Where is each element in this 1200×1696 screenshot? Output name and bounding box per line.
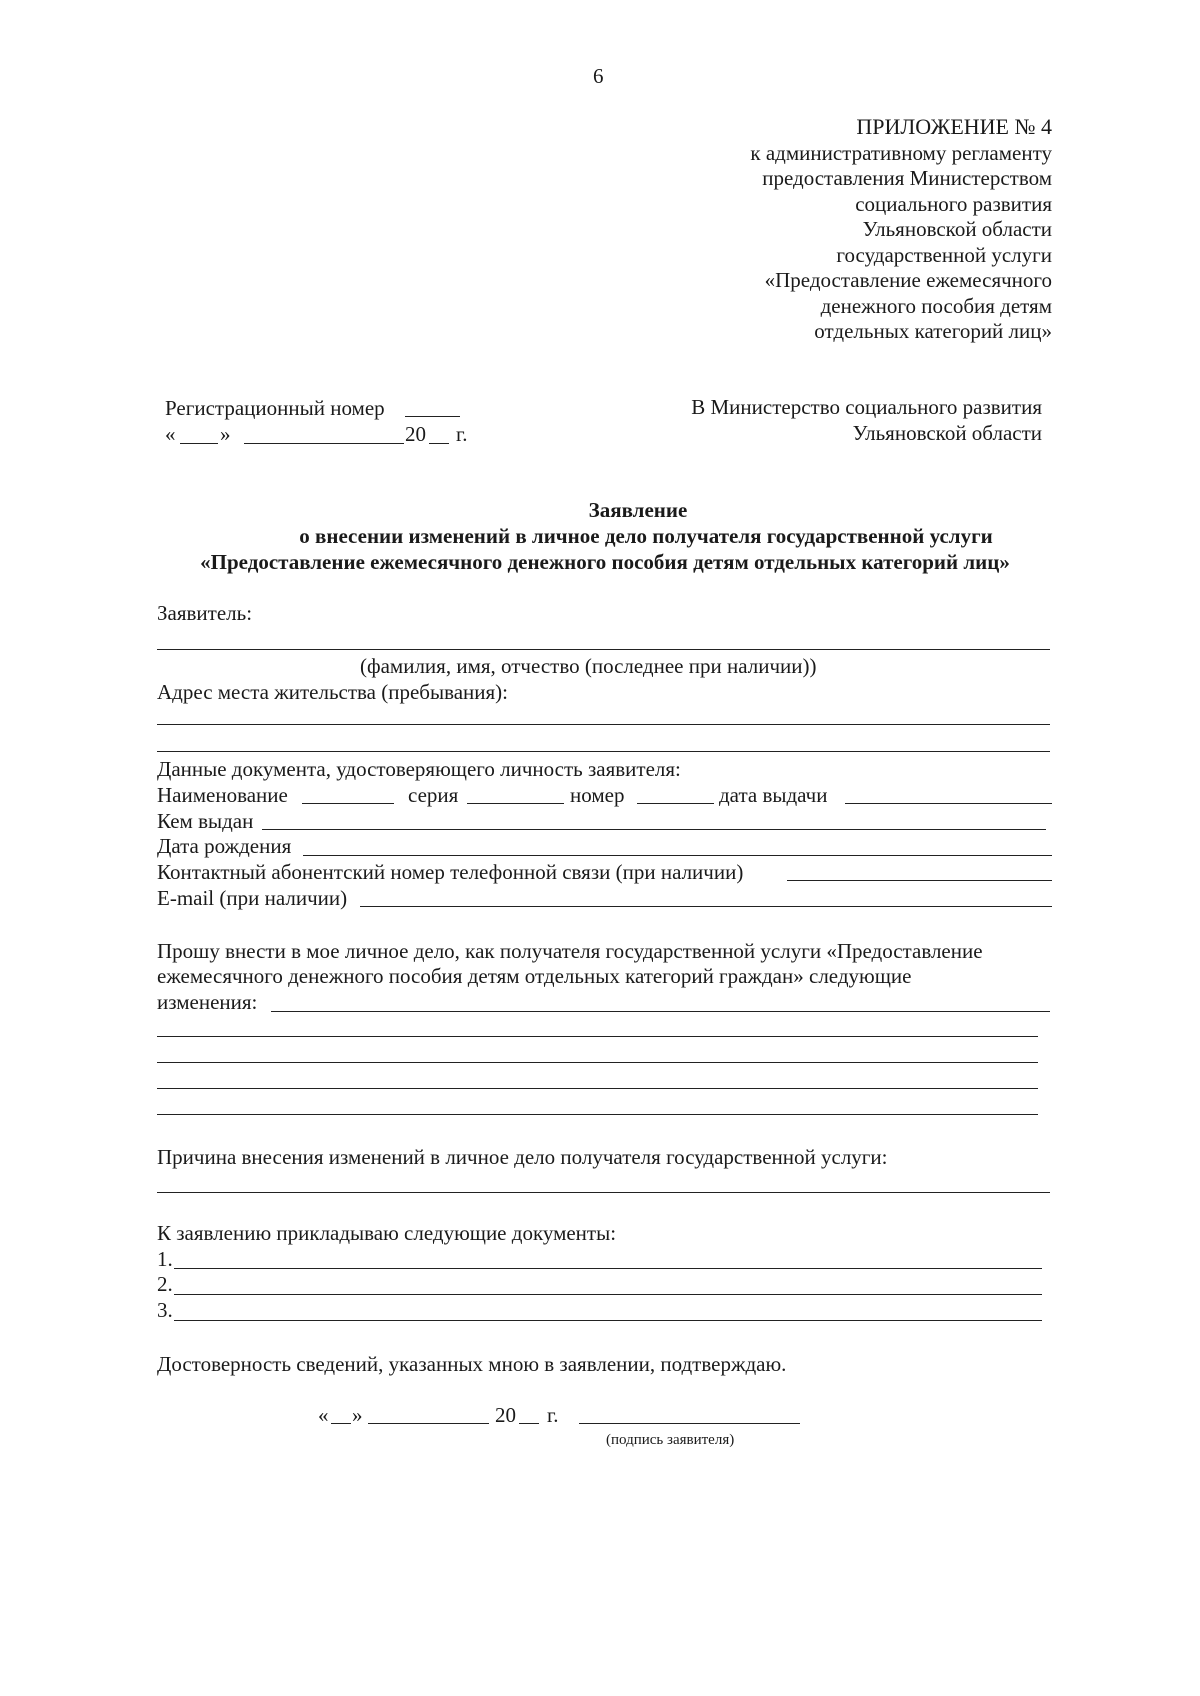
- addressee-line: В Министерство социального развития: [691, 395, 1042, 419]
- address-field[interactable]: [157, 751, 1050, 752]
- signature-year-suffix: г.: [547, 1403, 559, 1427]
- changes-field[interactable]: [157, 1062, 1038, 1063]
- signature-field[interactable]: [579, 1423, 800, 1424]
- registration-date-open-quote: «: [165, 422, 176, 446]
- attachment-number: 2.: [157, 1272, 173, 1296]
- birth-date-field[interactable]: [303, 855, 1052, 856]
- appendix-line: денежного пособия детям: [820, 294, 1052, 318]
- attachments-header: К заявлению прикладываю следующие документы:: [157, 1221, 617, 1245]
- issued-by-label: Кем выдан: [157, 809, 254, 833]
- registration-day-field[interactable]: [180, 443, 218, 444]
- appendix-line: государственной услуги: [836, 243, 1052, 267]
- phone-field[interactable]: [787, 880, 1052, 881]
- identity-number-field[interactable]: [637, 803, 714, 804]
- document-subtitle: «Предоставление ежемесячного денежного пособия детям отдельных категорий лиц»: [200, 550, 1010, 574]
- address-field[interactable]: [157, 724, 1050, 725]
- addressee-line: Ульяновской области: [852, 421, 1042, 445]
- registration-date-close-quote: »: [220, 422, 231, 446]
- registration-year-prefix: 20: [405, 422, 426, 446]
- appendix-line: «Предоставление ежемесячного: [764, 268, 1052, 292]
- attachment-field[interactable]: [174, 1294, 1042, 1295]
- changes-field[interactable]: [157, 1114, 1038, 1115]
- phone-label: Контактный абонентский номер телефонной связи (при наличии): [157, 860, 744, 884]
- registration-year-field[interactable]: [429, 443, 449, 444]
- appendix-line: Ульяновской области: [862, 217, 1052, 241]
- document-title: Заявление: [588, 498, 688, 522]
- attachment-number: 3.: [157, 1298, 173, 1322]
- birth-date-label: Дата рождения: [157, 834, 292, 858]
- appendix-title: ПРИЛОЖЕНИЕ № 4: [856, 114, 1052, 139]
- attachment-field[interactable]: [174, 1268, 1042, 1269]
- applicant-name-caption: (фамилия, имя, отчество (последнее при наличии)): [360, 654, 817, 678]
- changes-label: изменения:: [157, 990, 258, 1014]
- signature-year-field[interactable]: [519, 1423, 539, 1424]
- registration-year-suffix: г.: [456, 422, 468, 446]
- issued-by-field[interactable]: [262, 829, 1046, 830]
- applicant-label: Заявитель:: [157, 601, 253, 625]
- confirmation-text: Достоверность сведений, указанных мною в заявлении, подтверждаю.: [157, 1352, 787, 1376]
- request-text: ежемесячного денежного пособия детям отдельных категорий граждан» следующие: [157, 964, 912, 988]
- page-number: 6: [593, 64, 604, 88]
- identity-issue-date-label: дата выдачи: [719, 783, 828, 807]
- signature-date-open-quote: «: [318, 1403, 329, 1427]
- identity-issue-date-field[interactable]: [845, 803, 1052, 804]
- identity-name-field[interactable]: [302, 803, 394, 804]
- signature-date-close-quote: »: [352, 1403, 363, 1427]
- attachment-number: 1.: [157, 1247, 173, 1271]
- email-field[interactable]: [360, 906, 1052, 907]
- changes-field[interactable]: [271, 1011, 1050, 1012]
- request-text: Прошу внести в мое личное дело, как получателя государственной услуги «Предоставление: [157, 939, 983, 963]
- registration-number-field[interactable]: [405, 416, 460, 417]
- appendix-line: предоставления Министерством: [762, 166, 1052, 190]
- signature-day-field[interactable]: [331, 1423, 351, 1424]
- appendix-line: социального развития: [855, 192, 1052, 216]
- reason-label: Причина внесения изменений в личное дело получателя государственной услуги:: [157, 1145, 888, 1169]
- appendix-line: отдельных категорий лиц»: [814, 319, 1052, 343]
- signature-caption: (подпись заявителя): [606, 1432, 735, 1448]
- changes-field[interactable]: [157, 1088, 1038, 1089]
- address-label: Адрес места жительства (пребывания):: [157, 680, 509, 704]
- identity-series-field[interactable]: [467, 803, 564, 804]
- signature-year-prefix: 20: [495, 1403, 516, 1427]
- identity-name-label: Наименование: [157, 783, 288, 807]
- identity-series-label: серия: [408, 783, 459, 807]
- applicant-name-field[interactable]: [157, 649, 1050, 650]
- document-subtitle: о внесении изменений в личное дело получателя государственной услуги: [299, 524, 993, 548]
- reason-field[interactable]: [157, 1192, 1050, 1193]
- identity-header: Данные документа, удостоверяющего личность заявителя:: [157, 757, 681, 781]
- attachment-field[interactable]: [174, 1320, 1042, 1321]
- signature-month-field[interactable]: [368, 1423, 489, 1424]
- email-label: E-mail (при наличии): [157, 886, 348, 910]
- registration-month-field[interactable]: [244, 443, 404, 444]
- identity-number-label: номер: [570, 783, 625, 807]
- registration-number-label: Регистрационный номер: [165, 396, 385, 420]
- appendix-line: к административному регламенту: [750, 141, 1052, 165]
- changes-field[interactable]: [157, 1036, 1038, 1037]
